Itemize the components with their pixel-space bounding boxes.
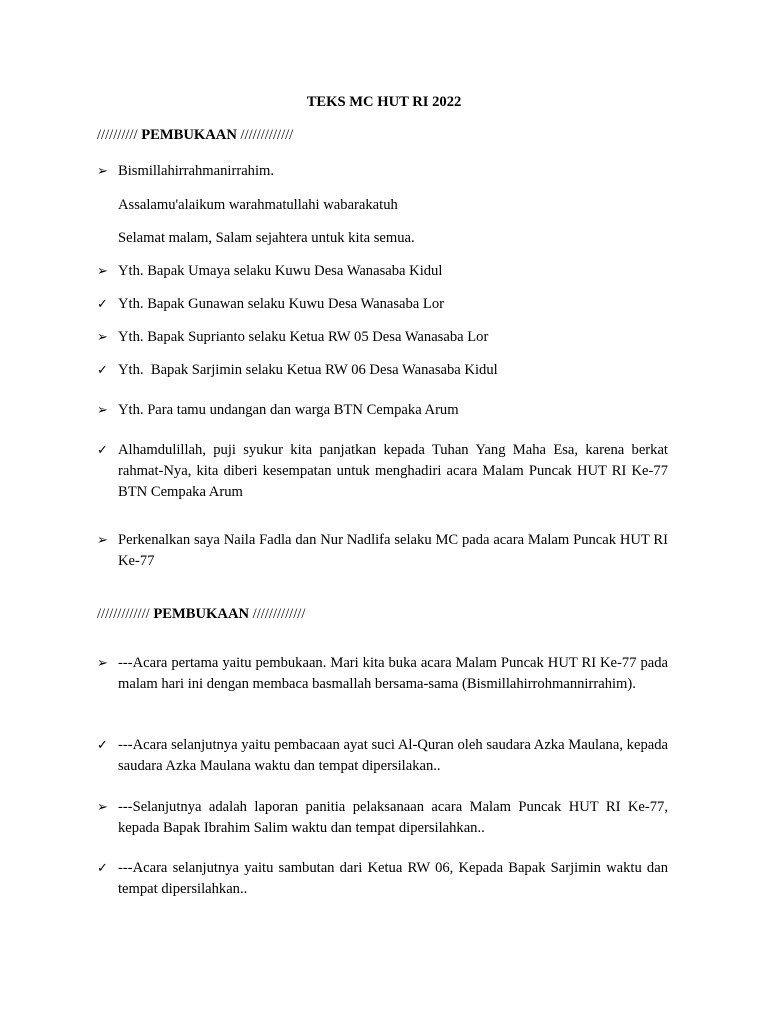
list-item	[97, 735, 668, 777]
list-item	[97, 858, 668, 900]
arrow-bullet-icon: ➢	[97, 164, 108, 179]
arrow-bullet-icon: ➢	[97, 533, 108, 548]
list-item-text: Bismillahirrahmanirrahim.	[118, 163, 275, 179]
arrow-bullet-icon: ➢	[97, 330, 108, 345]
heading-prefix: /////////////	[97, 606, 154, 622]
section-heading-pembukaan-1	[97, 125, 293, 146]
arrow-bullet-icon: ➢	[97, 656, 108, 671]
list-item	[97, 360, 668, 381]
list-item-text: Yth. Para tamu undangan dan warga BTN Cempaka Arum	[118, 402, 459, 418]
check-icon: ✓	[97, 443, 108, 458]
list-item-text: Alhamdulillah, puji syukur kita panjatkan kepada Tuhan Yang Maha Esa, karena berkat rahmat-Nya, kita diberi kesempatan untuk menghadiri acara Malam Puncak HUT RI Ke-77 BTN Cempaka Arum	[118, 442, 668, 500]
list-item	[97, 294, 668, 315]
bullet-icon: ➢	[97, 264, 108, 279]
salam-line: Assalamu'alaikum warahmatullahi wabarakatuh	[118, 197, 398, 213]
list-item	[97, 653, 668, 695]
list-item-text: ---Acara selanjutnya yaitu sambutan dari Ketua RW 06, Kepada Bapak Sarjimin waktu dan tempat dipersilahkan..	[118, 860, 668, 897]
list-item-text: Yth. Bapak Gunawan selaku Kuwu Desa Wanasaba Lor	[118, 296, 445, 312]
list-item-text: ---Selanjutnya adalah laporan panitia pelaksanaan acara Malam Puncak HUT RI Ke-77, kepada Bapak Ibrahim Salim waktu dan tempat dipersilahkan..	[118, 799, 668, 836]
check-icon: ✓	[97, 297, 108, 312]
list-item	[97, 400, 668, 421]
check-icon: ✓	[97, 861, 108, 876]
list-item-text: ---Acara pertama yaitu pembukaan. Mari kita buka acara Malam Puncak HUT RI Ke-77 pada malam hari ini dengan membaca basmallah bersama-sama (Bismillahirrohmannirrahim).	[118, 655, 668, 692]
list-item	[97, 327, 668, 348]
list-item	[97, 797, 668, 839]
heading-suffix: /////////////	[249, 606, 306, 622]
heading-label: PEMBUKAAN	[141, 127, 237, 143]
heading-suffix: /////////////	[236, 127, 294, 143]
list-item-text: Yth. Bapak Sarjimin selaku Ketua RW 06 Desa Wanasaba Kidul	[118, 362, 498, 378]
list-item	[97, 440, 668, 503]
list-item	[97, 530, 668, 572]
list-item-basmalah	[97, 161, 668, 182]
heading-prefix: //////////	[97, 127, 142, 143]
document-title: TEKS MC HUT RI 2022	[306, 94, 462, 110]
list-item-text: Yth. Bapak Umaya selaku Kuwu Desa Wanasaba Kidul	[118, 263, 443, 279]
arrow-bullet-icon: ➢	[97, 403, 108, 418]
arrow-bullet-icon: ➢	[97, 800, 108, 815]
list-item	[97, 261, 668, 282]
section-heading-pembukaan-2	[97, 604, 305, 625]
greeting-line: Selamat malam, Salam sejahtera untuk kita semua.	[118, 230, 415, 246]
check-icon: ✓	[97, 738, 108, 753]
check-icon: ✓	[97, 363, 108, 378]
heading-label: PEMBUKAAN	[153, 606, 250, 622]
list-item-text: Perkenalkan saya Naila Fadla dan Nur Nadlifa selaku MC pada acara Malam Puncak HUT RI Ke-77	[118, 532, 668, 569]
list-item-text: Yth. Bapak Suprianto selaku Ketua RW 05 Desa Wanasaba Lor	[118, 329, 489, 345]
list-item-text: ---Acara selanjutnya yaitu pembacaan ayat suci Al-Quran oleh saudara Azka Maulana, kepada saudara Azka Maulana waktu dan tempat dipersilakan..	[118, 737, 668, 774]
